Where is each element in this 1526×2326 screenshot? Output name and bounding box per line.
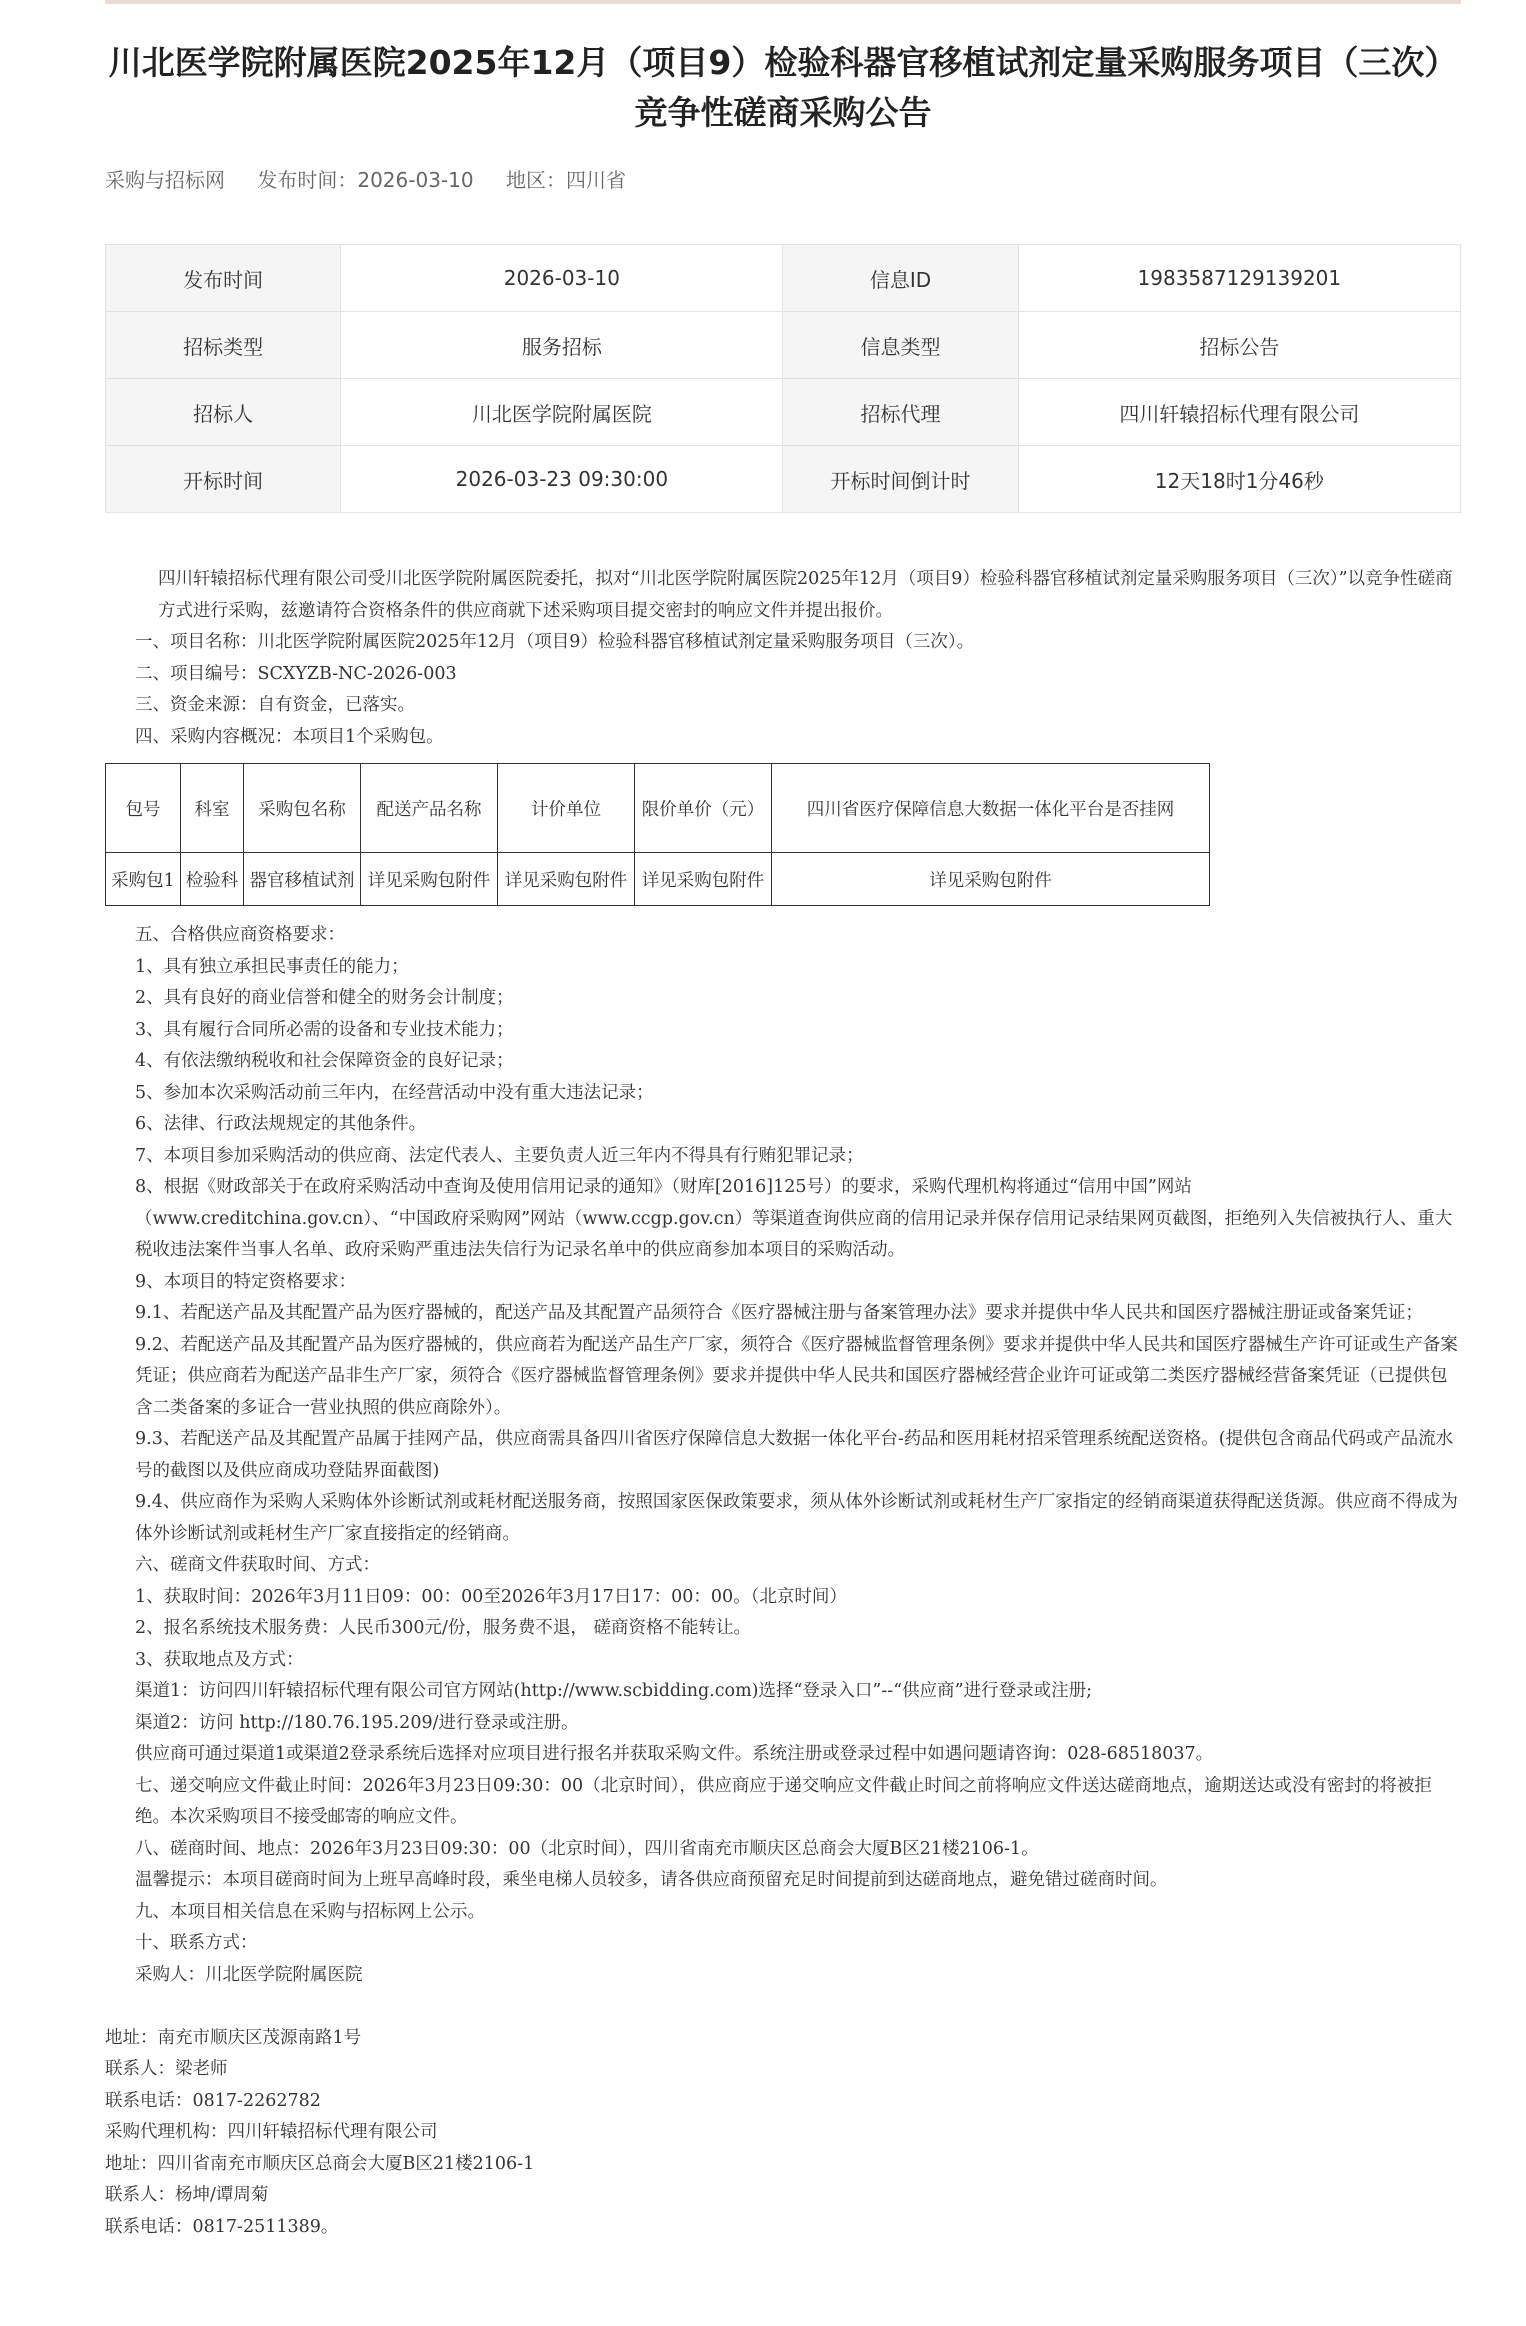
package-table (105, 763, 1210, 906)
contact-line: 地址：南充市顺庆区茂源南路1号 (105, 2027, 362, 2048)
qual-9-sub: 9.1、若配送产品及其配置产品为医疗器械的，配送产品及其配置产品须符合《医疗器械注册与备案管理办法》要求并提供中华人民共和国医疗器械注册证或备案凭证； (135, 1303, 1423, 1323)
info-key: 招标代理 (783, 379, 1018, 446)
qual-9-sub: 9.2、若配送产品及其配置产品为医疗器械的，供应商若为配送产品生产厂家，须符合《医疗器械监督管理条例》要求并提供中华人民共和国医疗器械生产许可证或生产备案凭证；供应商若为配送产品非生产厂家，须符合《医疗器械监督管理条例》要求并提供中华人民共和国医疗器械经营企业许可证或第二类医疗器械经营备案凭证（已提供包含二类备案的多证合一营业执照的供应商除外）。 (135, 1334, 1458, 1418)
table-cell: 器官移植试剂 (244, 853, 361, 906)
top-divider (105, 0, 1461, 4)
col-header: 计价单位 (498, 764, 635, 853)
section-5: 五、合格供应商资格要求： (135, 925, 345, 945)
spacer (105, 1991, 1461, 2023)
table-row (106, 312, 1461, 379)
meta-region: 地区：四川省 (505, 168, 626, 192)
table-cell: 详见采购包附件 (772, 853, 1210, 906)
table-cell: 检验科 (181, 853, 244, 906)
info-value: 服务招标 (341, 312, 783, 379)
table-row (106, 379, 1461, 446)
qual-item: 5、参加本次采购活动前三年内，在经营活动中没有重大违法记录； (135, 1082, 654, 1103)
info-value: 四川轩辕招标代理有限公司 (1018, 379, 1460, 446)
sec6-item: 渠道2：访问 http://180.76.195.209/进行登录或注册。 (135, 1712, 579, 1733)
contact-line: 联系人：梁老师 (105, 2059, 228, 2079)
col-header: 四川省医疗保障信息大数据一体化平台是否挂网 (772, 764, 1210, 853)
section-9: 九、本项目相关信息在采购与招标网上公示。 (135, 1901, 485, 1922)
info-table (105, 244, 1461, 513)
info-key: 招标类型 (106, 312, 341, 379)
section-4: 四、采购内容概况：本项目1个采购包。 (135, 726, 444, 747)
table-row (106, 446, 1461, 513)
section-3: 三、资金来源：自有资金，已落实。 (135, 695, 415, 715)
section-10: 十、联系方式： (135, 1933, 258, 1953)
sec6-item: 3、获取地点及方式： (135, 1649, 304, 1670)
col-header: 配送产品名称 (361, 764, 498, 853)
section-2: 二、项目编号：SCXYZB-NC-2026-003 (135, 663, 457, 684)
countdown-value: 12天18时1分46秒 (1018, 446, 1460, 513)
col-header: 采购包名称 (244, 764, 361, 853)
contact-line: 联系电话：0817-2262782 (105, 2090, 321, 2111)
announcement-body (105, 564, 1461, 2243)
page-title: 川北医学院附属医院2025年12月（项目9）检验科器官移植试剂定量采购服务项目（三次）竞争性磋商采购公告 (108, 43, 1458, 132)
contact-line: 联系人：杨坤/谭周菊 (105, 2185, 269, 2205)
meta-source[interactable]: 采购与招标网 (105, 168, 225, 192)
qual-9-sub: 9.3、若配送产品及其配置产品属于挂网产品，供应商需具备四川省医疗保障信息大数据一体化平台-药品和医用耗材招采管理系统配送资格。(提供包含商品代码或产品流水号的截图以及供应商成功登陆界面截图) (135, 1429, 1454, 1481)
qual-item: 1、具有独立承担民事责任的能力； (135, 956, 409, 977)
meta-bar (105, 164, 652, 193)
qual-item: 4、有依法缴纳税收和社会保障资金的良好记录； (135, 1051, 514, 1071)
info-key: 开标时间 (106, 446, 341, 513)
qual-item: 6、法律、行政法规规定的其他条件。 (135, 1114, 427, 1134)
info-value: 1983587129139201 (1018, 245, 1460, 312)
col-header: 包号 (106, 764, 181, 853)
info-key: 信息类型 (783, 312, 1018, 379)
section-7: 七、递交响应文件截止时间：2026年3月23日09:30：00（北京时间），供应商应于递交响应文件截止时间之前将响应文件送达磋商地点，逾期送达或没有密封的将被拒绝。本次采购项目不接受邮寄的响应文件。 (135, 1775, 1432, 1827)
table-header-row (106, 764, 1210, 853)
contact-line: 地址：四川省南充市顺庆区总商会大厦B区21楼2106-1 (105, 2153, 535, 2174)
sec6-item: 1、获取时间：2026年3月11日09：00：00至2026年3月17日17：00：00。（北京时间） (135, 1586, 847, 1607)
qual-item: 3、具有履行合同所必需的设备和专业技术能力； (135, 1019, 514, 1040)
col-header: 限价单价（元） (635, 764, 772, 853)
qual-item-8: 8、根据《财政部关于在政府采购活动中查询及使用信用记录的通知》（财库[2016]125号）的要求，采购代理机构将通过“信用中国”网站（www.creditchina.gov.cn）、“中国政府采购网”网站（www.ccgp.gov.cn）等渠道查询供应商的信用记录并保存信用记录结果网页截图，拒绝列入失信被执行人、重大税收违法案件当事人名单、政府采购严重违法失信行为记录名单中的供应商参加本项目的采购活动。 (135, 1177, 1453, 1260)
table-cell: 详见采购包附件 (635, 853, 772, 906)
qual-item: 2、具有良好的商业信誉和健全的财务会计制度； (135, 988, 514, 1008)
col-header: 科室 (181, 764, 244, 853)
info-value: 2026-03-10 (341, 245, 783, 312)
section-1: 一、项目名称：川北医学院附属医院2025年12月（项目9）检验科器官移植试剂定量采购服务项目（三次）。 (135, 632, 975, 652)
qual-9-sub: 9.4、供应商作为采购人采购体外诊断试剂或耗材配送服务商，按照国家医保政策要求，须从体外诊断试剂或耗材生产厂家指定的经销商渠道获得配送货源。供应商不得成为体外诊断试剂或耗材生产厂家直接指定的经销商。 (135, 1492, 1458, 1544)
info-value: 招标公告 (1018, 312, 1460, 379)
info-value: 2026-03-23 09:30:00 (341, 446, 783, 513)
table-row (106, 853, 1210, 906)
table-row (106, 245, 1461, 312)
info-key: 开标时间倒计时 (783, 446, 1018, 513)
meta-publish-time: 发布时间：2026-03-10 (257, 168, 474, 192)
sec6-item: 供应商可通过渠道1或渠道2登录系统后选择对应项目进行报名并获取采购文件。系统注册或登录过程中如遇问题请咨询：028-68518037。 (135, 1744, 1214, 1764)
info-key: 信息ID (783, 245, 1018, 312)
contact-line: 采购代理机构：四川轩辕招标代理有限公司 (105, 2122, 438, 2142)
buyer-line: 采购人：川北医学院附属医院 (135, 1964, 363, 1985)
info-key: 招标人 (106, 379, 341, 446)
table-cell: 采购包1 (106, 853, 181, 906)
info-key: 发布时间 (106, 245, 341, 312)
sec6-item: 渠道1：访问四川轩辕招标代理有限公司官方网站(http://www.scbidding.com)选择“登录入口”--“供应商”进行登录或注册; (135, 1681, 1092, 1701)
qual-item-9: 9、本项目的特定资格要求： (135, 1271, 357, 1292)
sec6-item: 2、报名系统技术服务费：人民币300元/份，服务费不退， 磋商资格不能转让。 (135, 1618, 751, 1638)
section-8: 八、磋商时间、地点：2026年3月23日09:30：00（北京时间），四川省南充市顺庆区总商会大厦B区21楼2106-1。 (135, 1838, 1039, 1859)
contact-line: 联系电话：0817-2511389。 (105, 2216, 339, 2237)
section-6: 六、磋商文件获取时间、方式： (135, 1555, 380, 1575)
table-cell: 详见采购包附件 (361, 853, 498, 906)
info-value: 川北医学院附属医院 (341, 379, 783, 446)
qual-item: 7、本项目参加采购活动的供应商、法定代表人、主要负责人近三年内不得具有行贿犯罪记录； (135, 1145, 864, 1166)
tip-text: 温馨提示：本项目磋商时间为上班早高峰时段，乘坐电梯人员较多，请各供应商预留充足时间提前到达磋商地点，避免错过磋商时间。 (135, 1870, 1168, 1890)
intro-paragraph: 四川轩辕招标代理有限公司受川北医学院附属医院委托，拟对“川北医学院附属医院2025年12月（项目9）检验科器官移植试剂定量采购服务项目（三次）”以竞争性磋商方式进行采购，兹邀请符合资格条件的供应商就下述采购项目提交密封的响应文件并提出报价。 (158, 569, 1453, 621)
table-cell: 详见采购包附件 (498, 853, 635, 906)
